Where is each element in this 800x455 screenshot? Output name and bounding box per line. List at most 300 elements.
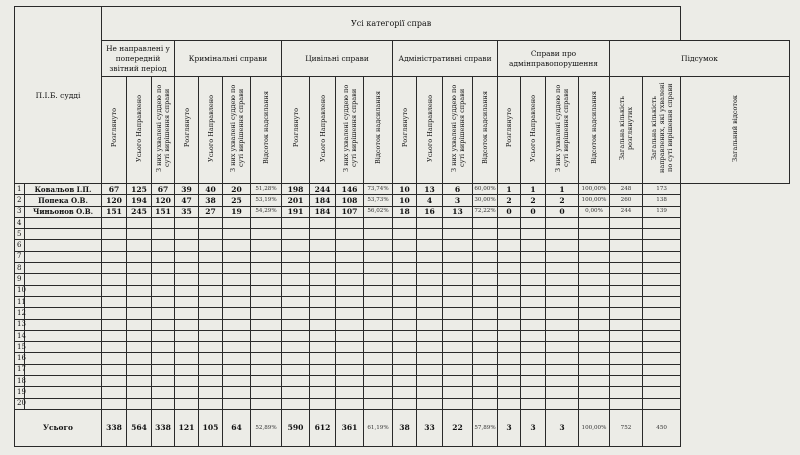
table-cell [546,353,579,364]
table-cell [102,296,127,307]
table-cell [546,274,579,285]
row-number: 8 [15,263,25,274]
table-cell: 67 [102,184,127,195]
table-cell [336,251,364,262]
row-number: 3 [15,206,25,217]
column-header [336,77,364,184]
table-cell [364,308,393,319]
judge-name-cell: Ковальов І.П. [25,184,102,195]
table-cell [498,251,521,262]
judge-name-header: П.І.Б. судді [15,7,102,184]
table-cell [579,274,610,285]
column-header-label: Загальна кількість розглянутих [618,96,634,160]
table-cell: 10 [393,195,417,206]
table-cell: 125 [127,184,152,195]
table-cell [643,398,681,409]
column-header [102,77,127,184]
table-cell [199,296,223,307]
table-cell [127,319,152,330]
table-cell [546,364,579,375]
table-cell [310,274,336,285]
table-row [15,274,790,285]
table-cell [643,364,681,375]
table-cell [102,251,127,262]
table-cell [443,308,473,319]
table-cell: 3 [443,195,473,206]
row-number: 12 [15,308,25,319]
table-cell [393,251,417,262]
table-cell [310,308,336,319]
table-cell [102,240,127,251]
table-cell [175,342,199,353]
table-cell [223,319,251,330]
header-row-top [15,7,790,41]
total-cell: 338 [102,409,127,446]
table-cell [579,240,610,251]
table-cell [199,330,223,341]
column-header-label: З них ухвалені суддею по суті вирішення справи [449,84,466,172]
table-cell [498,387,521,398]
table-cell [473,364,498,375]
table-cell [251,217,282,228]
table-row [15,240,790,251]
total-cell: 38 [393,409,417,446]
table-cell [102,376,127,387]
table-cell [546,398,579,409]
table-cell [223,274,251,285]
table-cell [546,263,579,274]
table-cell [521,364,546,375]
table-cell [546,319,579,330]
table-cell [579,285,610,296]
table-cell [498,217,521,228]
column-header [681,77,790,184]
table-cell [282,398,310,409]
table-cell [223,398,251,409]
table-cell [336,274,364,285]
table-cell [127,398,152,409]
table-cell [127,296,152,307]
table-cell [498,274,521,285]
table-cell [473,217,498,228]
table-cell: 56,02% [364,206,393,217]
table-cell [102,330,127,341]
table-cell [102,274,127,285]
table-cell [521,308,546,319]
table-cell [199,217,223,228]
table-cell [102,364,127,375]
group-header: Справи про адмінправопорушення [498,41,610,77]
table-cell [102,319,127,330]
table-cell [310,387,336,398]
table-cell [643,330,681,341]
column-header [579,77,610,184]
table-cell [152,387,175,398]
table-cell [364,274,393,285]
table-cell [364,296,393,307]
column-header-label: Усього Направлено [135,94,143,162]
table-cell [443,296,473,307]
table-cell [282,217,310,228]
table-cell [443,387,473,398]
judge-name-cell [25,319,102,330]
table-cell [546,376,579,387]
table-cell [127,240,152,251]
table-cell [393,240,417,251]
table-cell [643,285,681,296]
table-cell [473,398,498,409]
table-cell [199,263,223,274]
table-cell [417,330,443,341]
table-cell [175,398,199,409]
table-row [15,376,790,387]
table-cell [393,308,417,319]
table-cell [473,342,498,353]
table-cell [579,217,610,228]
judge-name-cell [25,263,102,274]
table-cell [473,353,498,364]
table-cell [610,364,643,375]
group-header: Адміністративні справи [393,41,498,77]
table-cell [199,319,223,330]
table-cell [521,319,546,330]
table-cell [521,296,546,307]
table-cell: 18 [393,206,417,217]
table-cell: 20 [223,184,251,195]
column-header-label: Розглянуто [400,108,409,148]
judge-name-cell [25,229,102,240]
total-cell: 450 [643,409,681,446]
table-cell [310,229,336,240]
table-cell [310,319,336,330]
column-header-label: З них ухвалені суддею по суті вирішення справи [228,84,245,172]
row-number: 17 [15,364,25,375]
column-header [251,77,282,184]
table-cell [127,308,152,319]
table-cell [417,285,443,296]
table-cell [610,229,643,240]
table-cell [336,308,364,319]
table-cell [417,229,443,240]
column-header-label: Усього Направлено [206,94,215,162]
table-cell [579,229,610,240]
table-cell [282,285,310,296]
table-cell: 0 [498,206,521,217]
row-number: 13 [15,319,25,330]
table-cell [443,251,473,262]
table-cell: 173 [643,184,681,195]
table-cell [336,263,364,274]
row-number: 11 [15,296,25,307]
table-cell [546,285,579,296]
table-cell [643,353,681,364]
table-row [15,251,790,262]
table-cell [223,240,251,251]
table-cell [610,387,643,398]
table-cell [393,263,417,274]
table-cell [310,398,336,409]
table-cell [152,229,175,240]
table-cell [152,251,175,262]
table-cell [364,251,393,262]
table-cell [127,330,152,341]
column-header-label: З них ухвалені суддею по суті вирішення справи [554,84,570,172]
column-header [152,77,175,184]
table-cell [643,296,681,307]
table-cell [152,285,175,296]
table-cell [251,376,282,387]
table-cell [175,263,199,274]
table-cell [610,217,643,228]
table-cell: 146 [336,184,364,195]
table-cell [199,376,223,387]
table-cell: 260 [610,195,643,206]
table-cell [498,330,521,341]
table-cell [498,229,521,240]
table-cell [223,342,251,353]
row-number: 18 [15,376,25,387]
table-cell: 244 [310,184,336,195]
table-cell [443,274,473,285]
table-cell [473,376,498,387]
table-cell: 72,22% [473,206,498,217]
table-cell [175,296,199,307]
table-cell [643,387,681,398]
judge-name-cell [25,308,102,319]
table-cell: 139 [643,206,681,217]
table-cell [498,285,521,296]
table-cell [152,398,175,409]
table-cell [393,285,417,296]
column-header-label: Розглянуто [182,108,191,148]
table-row [15,229,790,240]
column-header [498,77,521,184]
table-cell [498,376,521,387]
table-cell [364,330,393,341]
table-cell [546,240,579,251]
header-row-columns [15,77,790,184]
table-cell [310,263,336,274]
table-cell [199,285,223,296]
table-cell [175,251,199,262]
table-cell [251,319,282,330]
table-cell [521,263,546,274]
column-header-label: Розглянуто [505,108,513,148]
total-cell: 105 [199,409,223,446]
table-cell [393,330,417,341]
table-cell [336,319,364,330]
column-header [521,77,546,184]
table-cell [152,330,175,341]
table-cell [610,342,643,353]
table-cell [579,251,610,262]
group-header: Підсумок [610,41,790,77]
table-cell [393,274,417,285]
table-cell [199,251,223,262]
total-label: Усього [15,409,102,446]
table-cell [498,364,521,375]
judge-name-cell [25,251,102,262]
table-cell: 245 [127,206,152,217]
row-number: 10 [15,285,25,296]
table-cell: 35 [175,206,199,217]
table-cell [643,217,681,228]
table-cell [498,342,521,353]
column-header-label: З них ухвалені суддею по суті вирішення справи [155,84,171,172]
table-cell [393,342,417,353]
table-cell: 30,00% [473,195,498,206]
table-row [15,206,790,217]
table-cell [310,251,336,262]
column-header [473,77,498,184]
judge-name-cell [25,296,102,307]
table-cell [473,296,498,307]
table-cell [579,319,610,330]
column-header [610,77,643,184]
table-cell [546,387,579,398]
table-cell [610,251,643,262]
table-cell [152,263,175,274]
table-cell [610,398,643,409]
column-header [282,77,310,184]
column-header [546,77,579,184]
table-cell [251,330,282,341]
table-cell [336,240,364,251]
table-cell [443,342,473,353]
table-cell: 40 [199,184,223,195]
table-cell [579,342,610,353]
table-cell [282,274,310,285]
table-cell [417,308,443,319]
table-cell [417,364,443,375]
group-header: Цивільні справи [282,41,393,77]
column-header-label: Відсоток надсилання [590,91,598,165]
table-cell: 4 [417,195,443,206]
table-cell: 201 [282,195,310,206]
total-cell: 57,89% [473,409,498,446]
table-cell [443,330,473,341]
table-cell: 120 [152,195,175,206]
table-cell [417,240,443,251]
row-number: 1 [15,184,25,195]
table-cell [473,274,498,285]
table-cell [417,376,443,387]
table-cell: 38 [199,195,223,206]
table-cell [643,342,681,353]
table-cell [336,296,364,307]
table-cell [102,353,127,364]
column-header [199,77,223,184]
table-cell [521,285,546,296]
table-cell [223,263,251,274]
table-cell [443,364,473,375]
table-cell [473,387,498,398]
table-cell [521,353,546,364]
table-cell [223,330,251,341]
table-cell [102,229,127,240]
table-cell: 6 [443,184,473,195]
table-cell: 2 [498,195,521,206]
table-cell: 194 [127,195,152,206]
column-header [175,77,199,184]
table-cell: 120 [102,195,127,206]
table-cell [498,398,521,409]
table-cell: 53,19% [251,195,282,206]
table-cell [175,217,199,228]
table-cell [310,364,336,375]
table-cell: 67 [152,184,175,195]
table-cell [610,330,643,341]
total-cell: 22 [443,409,473,446]
table-cell [336,387,364,398]
table-cell [175,319,199,330]
table-row [15,342,790,353]
table-cell [251,240,282,251]
table-cell [417,296,443,307]
table-cell [417,217,443,228]
table-cell [417,274,443,285]
table-cell [127,274,152,285]
table-cell [443,217,473,228]
table-cell [282,387,310,398]
table-cell [610,308,643,319]
column-header-label: Відсоток надсилання [481,91,489,165]
column-header [364,77,393,184]
table-cell [152,353,175,364]
table-cell [643,251,681,262]
table-cell: 0 [521,206,546,217]
table-cell: 151 [102,206,127,217]
table-cell [521,342,546,353]
total-cell: 3 [498,409,521,446]
table-cell [643,308,681,319]
table-row [15,195,790,206]
table-cell: 100,00% [579,195,610,206]
table-row [15,330,790,341]
table-cell [199,240,223,251]
table-cell [364,263,393,274]
table-cell [393,387,417,398]
judge-name-cell [25,387,102,398]
total-cell: 338 [152,409,175,446]
total-row [15,409,790,446]
table-cell [251,285,282,296]
table-cell [498,308,521,319]
table-cell [364,342,393,353]
table-cell [199,398,223,409]
table-cell [579,263,610,274]
table-cell [336,376,364,387]
table-cell [102,308,127,319]
column-header-label: З них ухвалені суддею по суті вирішення справи [341,84,358,172]
table-cell [310,285,336,296]
table-cell [443,319,473,330]
column-header [443,77,473,184]
table-cell [310,353,336,364]
table-cell [498,296,521,307]
table-cell [336,398,364,409]
total-cell: 64 [223,409,251,446]
table-cell [336,353,364,364]
column-header-label: Відсоток надсилання [262,91,270,165]
table-cell: 19 [223,206,251,217]
table-cell [282,330,310,341]
table-cell [443,398,473,409]
table-cell [610,240,643,251]
row-number: 4 [15,217,25,228]
total-cell: 3 [521,409,546,446]
table-cell [393,217,417,228]
